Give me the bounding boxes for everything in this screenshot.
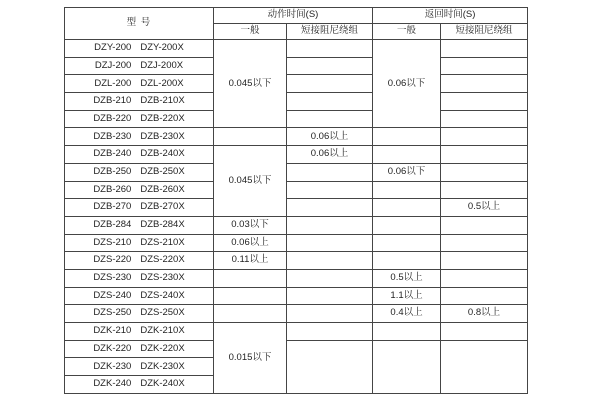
return-damping-cell — [441, 234, 528, 252]
model-name-x-variant: DZB-230X — [140, 130, 185, 142]
table-row — [65, 93, 528, 111]
model-name-pair — [65, 132, 213, 142]
action-general-cell — [214, 269, 287, 287]
table-row — [65, 340, 528, 358]
table-row — [65, 163, 528, 181]
model-name-x-variant: DZB-260X — [140, 183, 185, 195]
action-damping-cell — [287, 75, 373, 93]
action-general-cell: 0.045以下 — [214, 40, 287, 128]
model-cell — [65, 128, 214, 146]
table-row — [65, 181, 528, 199]
action-damping-cell — [287, 305, 373, 323]
model-name-base: DZK-210 — [93, 325, 132, 337]
model-name-x-variant: DZJ-200X — [140, 59, 184, 71]
model-name-base: DZS-230 — [93, 272, 132, 284]
model-name-pair — [65, 185, 213, 195]
model-name-pair — [65, 362, 213, 372]
model-name-x-variant: DZK-240X — [140, 378, 185, 390]
return-damping-cell — [441, 75, 528, 93]
model-name-base: DZB-240 — [93, 148, 132, 160]
relay-timing-spec-table — [64, 7, 528, 394]
model-cell — [65, 287, 214, 305]
model-name-base: DZB-210 — [93, 95, 132, 107]
action-damping-cell — [287, 287, 373, 305]
model-name-x-variant: DZK-210X — [140, 325, 185, 337]
return-damping-cell — [441, 340, 528, 393]
action-damping-cell — [287, 110, 373, 128]
model-name-base: DZB-220 — [93, 112, 132, 124]
model-name-base: DZK-240 — [93, 378, 132, 390]
action-damping-cell — [287, 216, 373, 234]
action-damping-cell: 0.06以上 — [287, 146, 373, 164]
return-general-cell — [373, 234, 441, 252]
model-name-x-variant: DZB-220X — [140, 112, 185, 124]
model-cell — [65, 376, 214, 394]
model-name-base: DZB-250 — [93, 165, 132, 177]
return-damping-cell — [441, 323, 528, 341]
model-cell — [65, 181, 214, 199]
return-damping-cell — [441, 269, 528, 287]
model-cell — [65, 252, 214, 270]
col-header-return-general: 一般 — [373, 24, 441, 40]
model-name-x-variant: DZB-240X — [140, 148, 185, 160]
action-damping-cell — [287, 199, 373, 217]
model-cell — [65, 57, 214, 75]
model-cell — [65, 358, 214, 376]
return-general-cell: 0.4以上 — [373, 305, 441, 323]
model-name-pair — [65, 291, 213, 301]
return-damping-cell — [441, 181, 528, 199]
action-damping-cell — [287, 340, 373, 393]
header-row-groups — [65, 8, 528, 24]
return-damping-cell — [441, 252, 528, 270]
action-damping-cell — [287, 57, 373, 75]
table-header — [65, 8, 528, 40]
model-cell — [65, 199, 214, 217]
model-name-x-variant: DZS-250X — [140, 307, 185, 319]
return-general-cell — [373, 216, 441, 234]
return-damping-cell — [441, 146, 528, 164]
action-damping-cell — [287, 181, 373, 199]
model-cell — [65, 305, 214, 323]
model-name-x-variant: DZS-230X — [140, 272, 185, 284]
table-row — [65, 216, 528, 234]
table-body — [65, 40, 528, 394]
model-name-pair — [65, 149, 213, 159]
model-name-base: DZK-230 — [93, 360, 132, 372]
table-row — [65, 146, 528, 164]
return-general-cell — [373, 181, 441, 199]
model-name-base: DZS-240 — [93, 289, 132, 301]
action-general-cell: 0.03以下 — [214, 216, 287, 234]
model-cell — [65, 163, 214, 181]
model-name-x-variant: DZB-270X — [140, 201, 185, 213]
col-header-action-general: 一般 — [214, 24, 287, 40]
col-header-model: 型 号 — [65, 8, 214, 40]
table-row — [65, 128, 528, 146]
table-row — [65, 305, 528, 323]
return-general-cell: 0.06以下 — [373, 163, 441, 181]
return-general-cell — [373, 146, 441, 164]
col-header-return-time: 返回时间(S) — [373, 8, 528, 24]
return-damping-cell — [441, 40, 528, 58]
table-row — [65, 234, 528, 252]
return-general-cell — [373, 252, 441, 270]
action-general-cell: 0.06以上 — [214, 234, 287, 252]
table-row — [65, 252, 528, 270]
model-name-x-variant: DZB-210X — [140, 95, 185, 107]
table-row — [65, 269, 528, 287]
action-general-cell — [214, 287, 287, 305]
model-name-base: DZK-220 — [93, 342, 132, 354]
model-cell — [65, 234, 214, 252]
model-name-pair — [65, 61, 213, 71]
model-name-x-variant: DZY-200X — [140, 42, 184, 54]
action-damping-cell — [287, 252, 373, 270]
model-name-base: DZY-200 — [94, 42, 132, 54]
return-damping-cell — [441, 128, 528, 146]
model-cell — [65, 340, 214, 358]
return-general-cell — [373, 199, 441, 217]
return-general-cell: 0.06以下 — [373, 40, 441, 128]
model-cell — [65, 323, 214, 341]
return-general-cell — [373, 323, 441, 341]
model-name-pair — [65, 326, 213, 336]
model-cell — [65, 93, 214, 111]
model-name-base: DZJ-200 — [94, 59, 132, 71]
model-name-pair — [65, 167, 213, 177]
model-name-x-variant: DZL-200X — [140, 77, 184, 89]
table-row — [65, 110, 528, 128]
return-damping-cell — [441, 216, 528, 234]
action-damping-cell — [287, 323, 373, 341]
col-header-action-time: 动作时间(S) — [214, 8, 373, 24]
model-name-pair — [65, 96, 213, 106]
model-name-x-variant: DZK-220X — [140, 342, 185, 354]
model-name-pair — [65, 43, 213, 53]
action-general-cell — [214, 128, 287, 146]
action-damping-cell — [287, 93, 373, 111]
table-row — [65, 40, 528, 58]
model-name-pair — [65, 255, 213, 265]
model-name-x-variant: DZS-240X — [140, 289, 185, 301]
table-row — [65, 57, 528, 75]
action-general-cell: 0.015以下 — [214, 323, 287, 394]
model-name-pair — [65, 238, 213, 248]
model-cell — [65, 216, 214, 234]
model-name-pair — [65, 344, 213, 354]
model-name-x-variant: DZB-284X — [140, 219, 185, 230]
model-name-base: DZS-250 — [93, 307, 132, 319]
return-damping-cell: 0.5以上 — [441, 199, 528, 217]
return-general-cell — [373, 340, 441, 393]
action-damping-cell — [287, 269, 373, 287]
model-name-pair — [65, 79, 213, 89]
return-damping-cell — [441, 93, 528, 111]
table-row — [65, 323, 528, 341]
action-damping-cell: 0.06以上 — [287, 128, 373, 146]
return-general-cell: 1.1以上 — [373, 287, 441, 305]
model-name-base: DZS-210 — [93, 236, 132, 248]
return-damping-cell — [441, 57, 528, 75]
action-general-cell: 0.045以下 — [214, 146, 287, 217]
model-cell — [65, 146, 214, 164]
model-name-pair — [65, 273, 213, 283]
return-damping-cell — [441, 163, 528, 181]
return-general-cell: 0.5以上 — [373, 269, 441, 287]
model-name-base: DZB-230 — [93, 130, 132, 142]
model-name-pair — [65, 114, 213, 124]
action-damping-cell — [287, 234, 373, 252]
return-damping-cell: 0.8以上 — [441, 305, 528, 323]
action-damping-cell — [287, 40, 373, 58]
model-name-base: DZS-220 — [93, 254, 132, 266]
action-damping-cell — [287, 163, 373, 181]
model-name-pair — [65, 202, 213, 212]
col-header-return-damping: 短接阻尼绕组 — [441, 24, 528, 40]
model-name-x-variant: DZS-220X — [140, 254, 185, 266]
action-general-cell: 0.11以上 — [214, 252, 287, 270]
model-name-base: DZB-260 — [93, 183, 132, 195]
return-general-cell — [373, 128, 441, 146]
model-name-pair — [65, 379, 213, 389]
model-name-x-variant: DZB-250X — [140, 165, 185, 177]
model-name-pair — [65, 220, 213, 230]
model-name-base: DZL-200 — [94, 77, 132, 89]
model-name-x-variant: DZK-230X — [140, 360, 185, 372]
return-damping-cell — [441, 287, 528, 305]
model-cell — [65, 75, 214, 93]
table-row — [65, 199, 528, 217]
model-cell — [65, 40, 214, 58]
model-name-x-variant: DZS-210X — [140, 236, 185, 248]
table-row — [65, 75, 528, 93]
model-cell — [65, 110, 214, 128]
action-general-cell — [214, 305, 287, 323]
model-name-pair — [65, 308, 213, 318]
col-header-action-damping: 短接阻尼绕组 — [287, 24, 373, 40]
table-row — [65, 287, 528, 305]
model-name-base: DZB-270 — [93, 201, 132, 213]
return-damping-cell — [441, 110, 528, 128]
model-name-base: DZB-284 — [93, 219, 132, 230]
model-cell — [65, 269, 214, 287]
